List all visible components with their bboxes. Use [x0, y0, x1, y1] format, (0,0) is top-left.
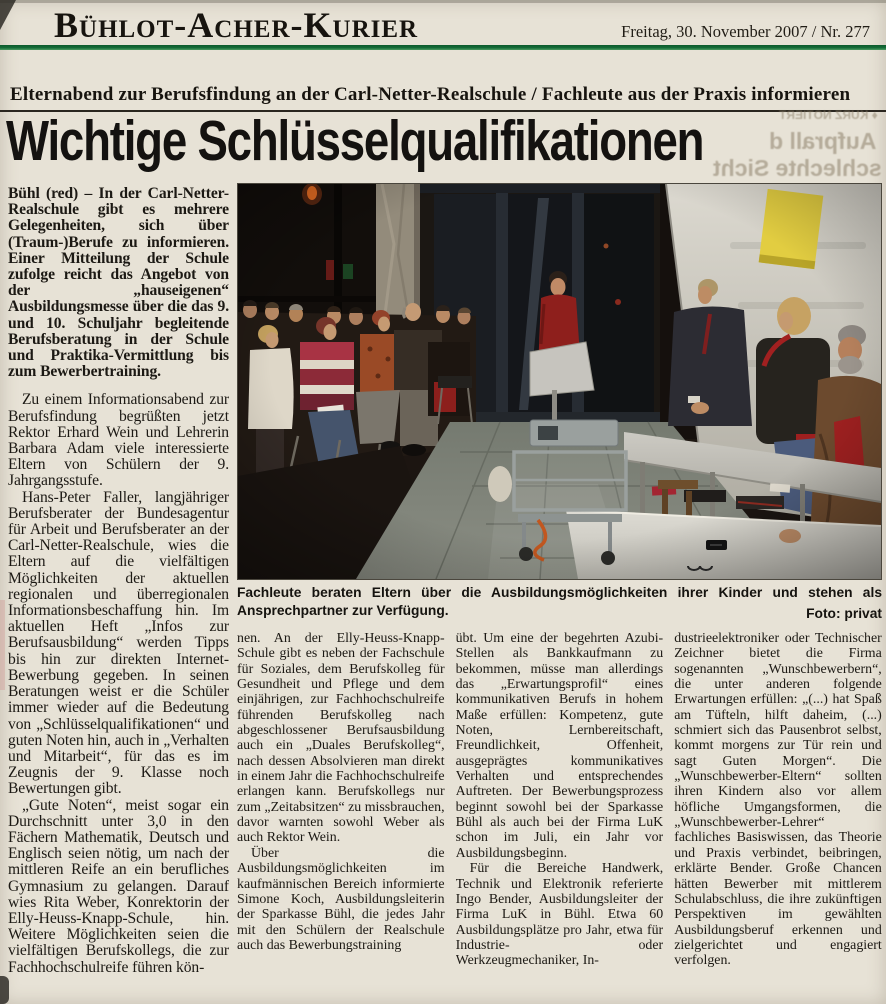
caption-text: Fachleute beraten Eltern über die Ausbildungsmöglichkeiten ihrer Kinder und stehen als Ansprechpartner zur Verfügung. [237, 585, 882, 618]
scan-smudge-pink [0, 600, 5, 690]
photo-credit: Foto: privat [806, 605, 882, 621]
paragraph: übt. Um eine der begehrten Azubi-Stellen als Bankkaufmann zu bekommen, müsse man allerdings das „Erwartungsprofil“ eines kommunikativen Berufs in hohem Maße erfüllen: Kompetenz, gute Noten, Lernbereitschaft, Freundlichkeit, Offenheit, ausgeprägtes kommunikatives Verhalten und entsprechendes Auftreten. Der Bewerbungsprozess beginnt sowohl bei der Sparkasse Bühl als auch bei der Firma LuK schon im Juli, ein Jahr vor Ausbildungsbeginn. [455, 631, 664, 861]
paragraph: Für die Bereiche Handwerk, Technik und Elektronik referierte Ingo Bender, Ausbildungsleiter der Firma LuK in Bühl. Etwa 60 Ausbildungsplätze pro Jahr, etwa für Industrie- oder Werkzeugmechaniker, In- [455, 861, 664, 969]
scan-smudge-top-left [0, 0, 16, 30]
paragraph: nen. An der Elly-Heuss-Knapp-Schule gibt es neben der Fachschule für Soziales, dem Berufskolleg für Gesundheit und Pflege und dem einjährigen, zur Fachhochschulreife führenden Berufskolleg nach abgeschlossener Berufsausbildung auch ein „Duales Berufskolleg“, nach dessen Absolvieren man direkt in einem Jahr die Fachhochschulreife erlangen kann. Berufskollegs nur zum „Zeitabsitzen“ zu missbrauchen, davor warnten sowohl Weber als auch Rektor Wein. [237, 631, 445, 846]
paragraph: „Gute Noten“, meist sogar ein Durchschnitt unter 3,0 in den Fächern Mathematik, Deutsch und Englisch seien nötig, um nach der mittleren Reife an ein berufliches Gymnasium zu gelangen. Darauf wies Rita Weber, Konrektorin der Elly-Heuss-Knapp-Schule, hin. Weitere Möglichkeiten seien die vielfältigen Berufskollegs, die zur Fachhochschulreife führen kön- [8, 796, 229, 976]
paragraph: Zu einem Informationsabend zur Berufsfindung begrüßten jetzt Rektor Erhard Wein und Lehrerin Barbara Adam viele interessierte Eltern von Schülern der 9. Jahrgangsstufe. [8, 391, 229, 490]
masthead-date: Freitag, 30. November 2007 / Nr. 277 [621, 22, 870, 41]
photo-caption [237, 584, 882, 626]
masthead-rule [0, 45, 886, 50]
article-bottom-columns [237, 631, 882, 998]
photo-vignette [238, 184, 881, 579]
paragraph: dustrieelektroniker oder Technischer Zeichner bietet die Firma sogenannten „Wunschbewerbern“, die unter anderen folgende Erwartungen erfüllen: „(...) hat Spaß am Tüfteln, hilft daheim, (...) schmiert sich das Pausenbrot selbst, kommt morgens zur Tür rein und sagt Guten Morgen“. Die „Wunschbewerber-Eltern“ sollten ihren Kindern also vor allem höfliche Umgangsformen, die „Wunschbewerber-Lehrer“ fachliches Basiswissen, das Theorie und Praxis verbindet, beibringen, erklärte Bender. Große Chancen hätten Bewerber mit mittlerem Schulabschluss, die ihre zukünftigen Perspektiven im gewählten Ausbildungsberuf erkennen und zielgerichtet und engagiert verfolgen. [674, 631, 882, 969]
article-headline: Wichtige Schlüsselqualifikationen [6, 109, 704, 173]
scan-edge-shadow [0, 0, 886, 3]
bottom-column-2 [456, 631, 664, 998]
bleed-through-line2: schlechte Sicht [713, 155, 882, 181]
article-left-column [8, 186, 229, 994]
paragraph: Über die Ausbildungsmöglichkeiten im kaufmännischen Bereich informierte Simone Koch, Ausbildungsleiterin der Sparkasse Bühl, die jedes Jahr mit den Schülern der Realschule auch das Bewerbungstraining [237, 845, 445, 953]
paragraph: Hans-Peter Faller, langjähriger Berufsberater der Bundesagentur für Arbeit und Berufsberater an der Carl-Netter-Realschule, wies die Eltern auf die vielfältigen Möglichkeiten der aktuellen regionalen und überregionalen Informationsbeschaffung hin. Im aktuellen Heft „Infos zur Berufsausbildung“ werden Tipps bis hin zur direkten Internet-Bewerbung gegeben. In seinen Beratungen weist er die Schüler immer wieder auf die Bedeutung von „Schlüsselqualifikationen“ und guten Noten hin, auch in „Verhalten und Mitarbeit“, für das es im Zeugnis der 9. Klasse noch Bewertungen gibt. [8, 488, 229, 798]
article-photo [237, 183, 882, 580]
bottom-column-1 [237, 631, 445, 998]
kicker-line: Elternabend zur Berufsfindung an der Carl-Netter-Realschule / Fachleute aus der Praxis informieren [10, 84, 851, 105]
bottom-column-3 [674, 631, 882, 998]
masthead-title: Bühlot-Acher-Kurier [54, 5, 419, 45]
bleed-through-line1: Aufprall d [768, 128, 876, 154]
bleed-through-kurz-notiert: ♦ KURZ NOTIERT [779, 108, 878, 122]
lead-paragraph: Bühl (red) – In der Carl-Netter-Realschule gibt es mehrere Gelegenheiten, sich über (Traum-)Berufe zu informieren. Einer Mitteilung der Schule zufolge reicht das Angebot von der „hauseigenen“ Ausbildungsmesse über die das 9. und 10. Schuljahr begleitende Berufsberatung in der Schule und Praktika-Vermittlung bis zum Bewerbertraining. [8, 186, 229, 381]
